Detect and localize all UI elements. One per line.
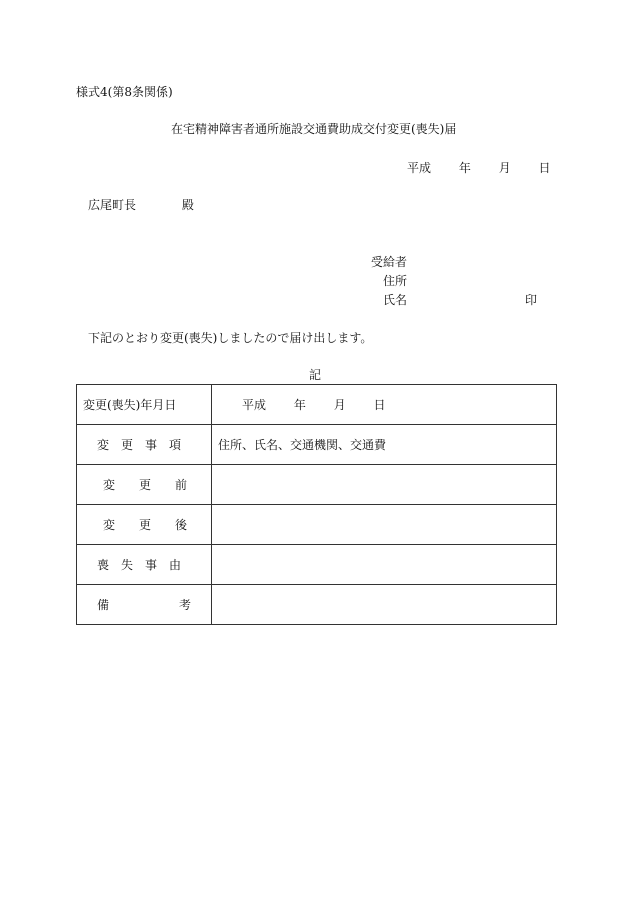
label-char: 備 <box>97 598 110 612</box>
date-era: 平成 <box>242 398 267 412</box>
row-label-text: 変更前 <box>103 478 212 492</box>
date-day: 日 <box>373 398 386 412</box>
date-day: 日 <box>538 161 551 175</box>
addressee <box>88 198 194 212</box>
addressee-honorific: 殿 <box>181 198 194 212</box>
table-row <box>77 425 557 465</box>
date-month: 月 <box>498 161 511 175</box>
date-value <box>218 396 556 413</box>
table-row <box>77 465 557 505</box>
name-label: 氏名 <box>383 293 408 307</box>
change-items-cell[interactable]: 住所、氏名、交通機関、交通費 <box>212 425 557 465</box>
seal-label: 印 <box>525 293 538 307</box>
row-label-text: 変更事項 <box>97 438 194 452</box>
date-cell[interactable] <box>212 385 557 425</box>
row-label <box>77 465 212 505</box>
loss-reason-cell[interactable] <box>212 545 557 585</box>
after-change-cell[interactable] <box>212 505 557 545</box>
remarks-cell[interactable] <box>212 585 557 625</box>
row-label <box>77 425 212 465</box>
document-title: 在宅精神障害者通所施設交通費助成交付変更(喪失)届 <box>171 122 457 136</box>
before-change-cell[interactable] <box>212 465 557 505</box>
ki-heading: 記 <box>309 368 322 382</box>
row-label-text: 変更(喪失)年月日 <box>83 398 177 412</box>
submission-date <box>407 161 551 175</box>
label-char: 考 <box>179 598 192 612</box>
statement: 下記のとおり変更(喪失)しましたので届け出します。 <box>88 331 373 345</box>
date-year: 年 <box>293 398 306 412</box>
recipient-label: 受給者 <box>371 255 408 269</box>
row-label <box>77 585 212 625</box>
row-label <box>77 385 212 425</box>
date-month: 月 <box>333 398 346 412</box>
change-details-table <box>76 384 557 625</box>
address-label: 住所 <box>383 274 408 288</box>
date-era: 平成 <box>407 161 432 175</box>
form-number: 様式4(第8条関係) <box>76 85 173 99</box>
row-label-text: 変更後 <box>103 518 212 532</box>
addressee-name: 広尾町長 <box>88 198 137 212</box>
table-row <box>77 385 557 425</box>
row-label <box>77 545 212 585</box>
row-label <box>77 505 212 545</box>
date-year: 年 <box>458 161 471 175</box>
table-row <box>77 505 557 545</box>
table-row <box>77 585 557 625</box>
row-label-text: 喪失事由 <box>97 558 194 572</box>
table-row <box>77 545 557 585</box>
